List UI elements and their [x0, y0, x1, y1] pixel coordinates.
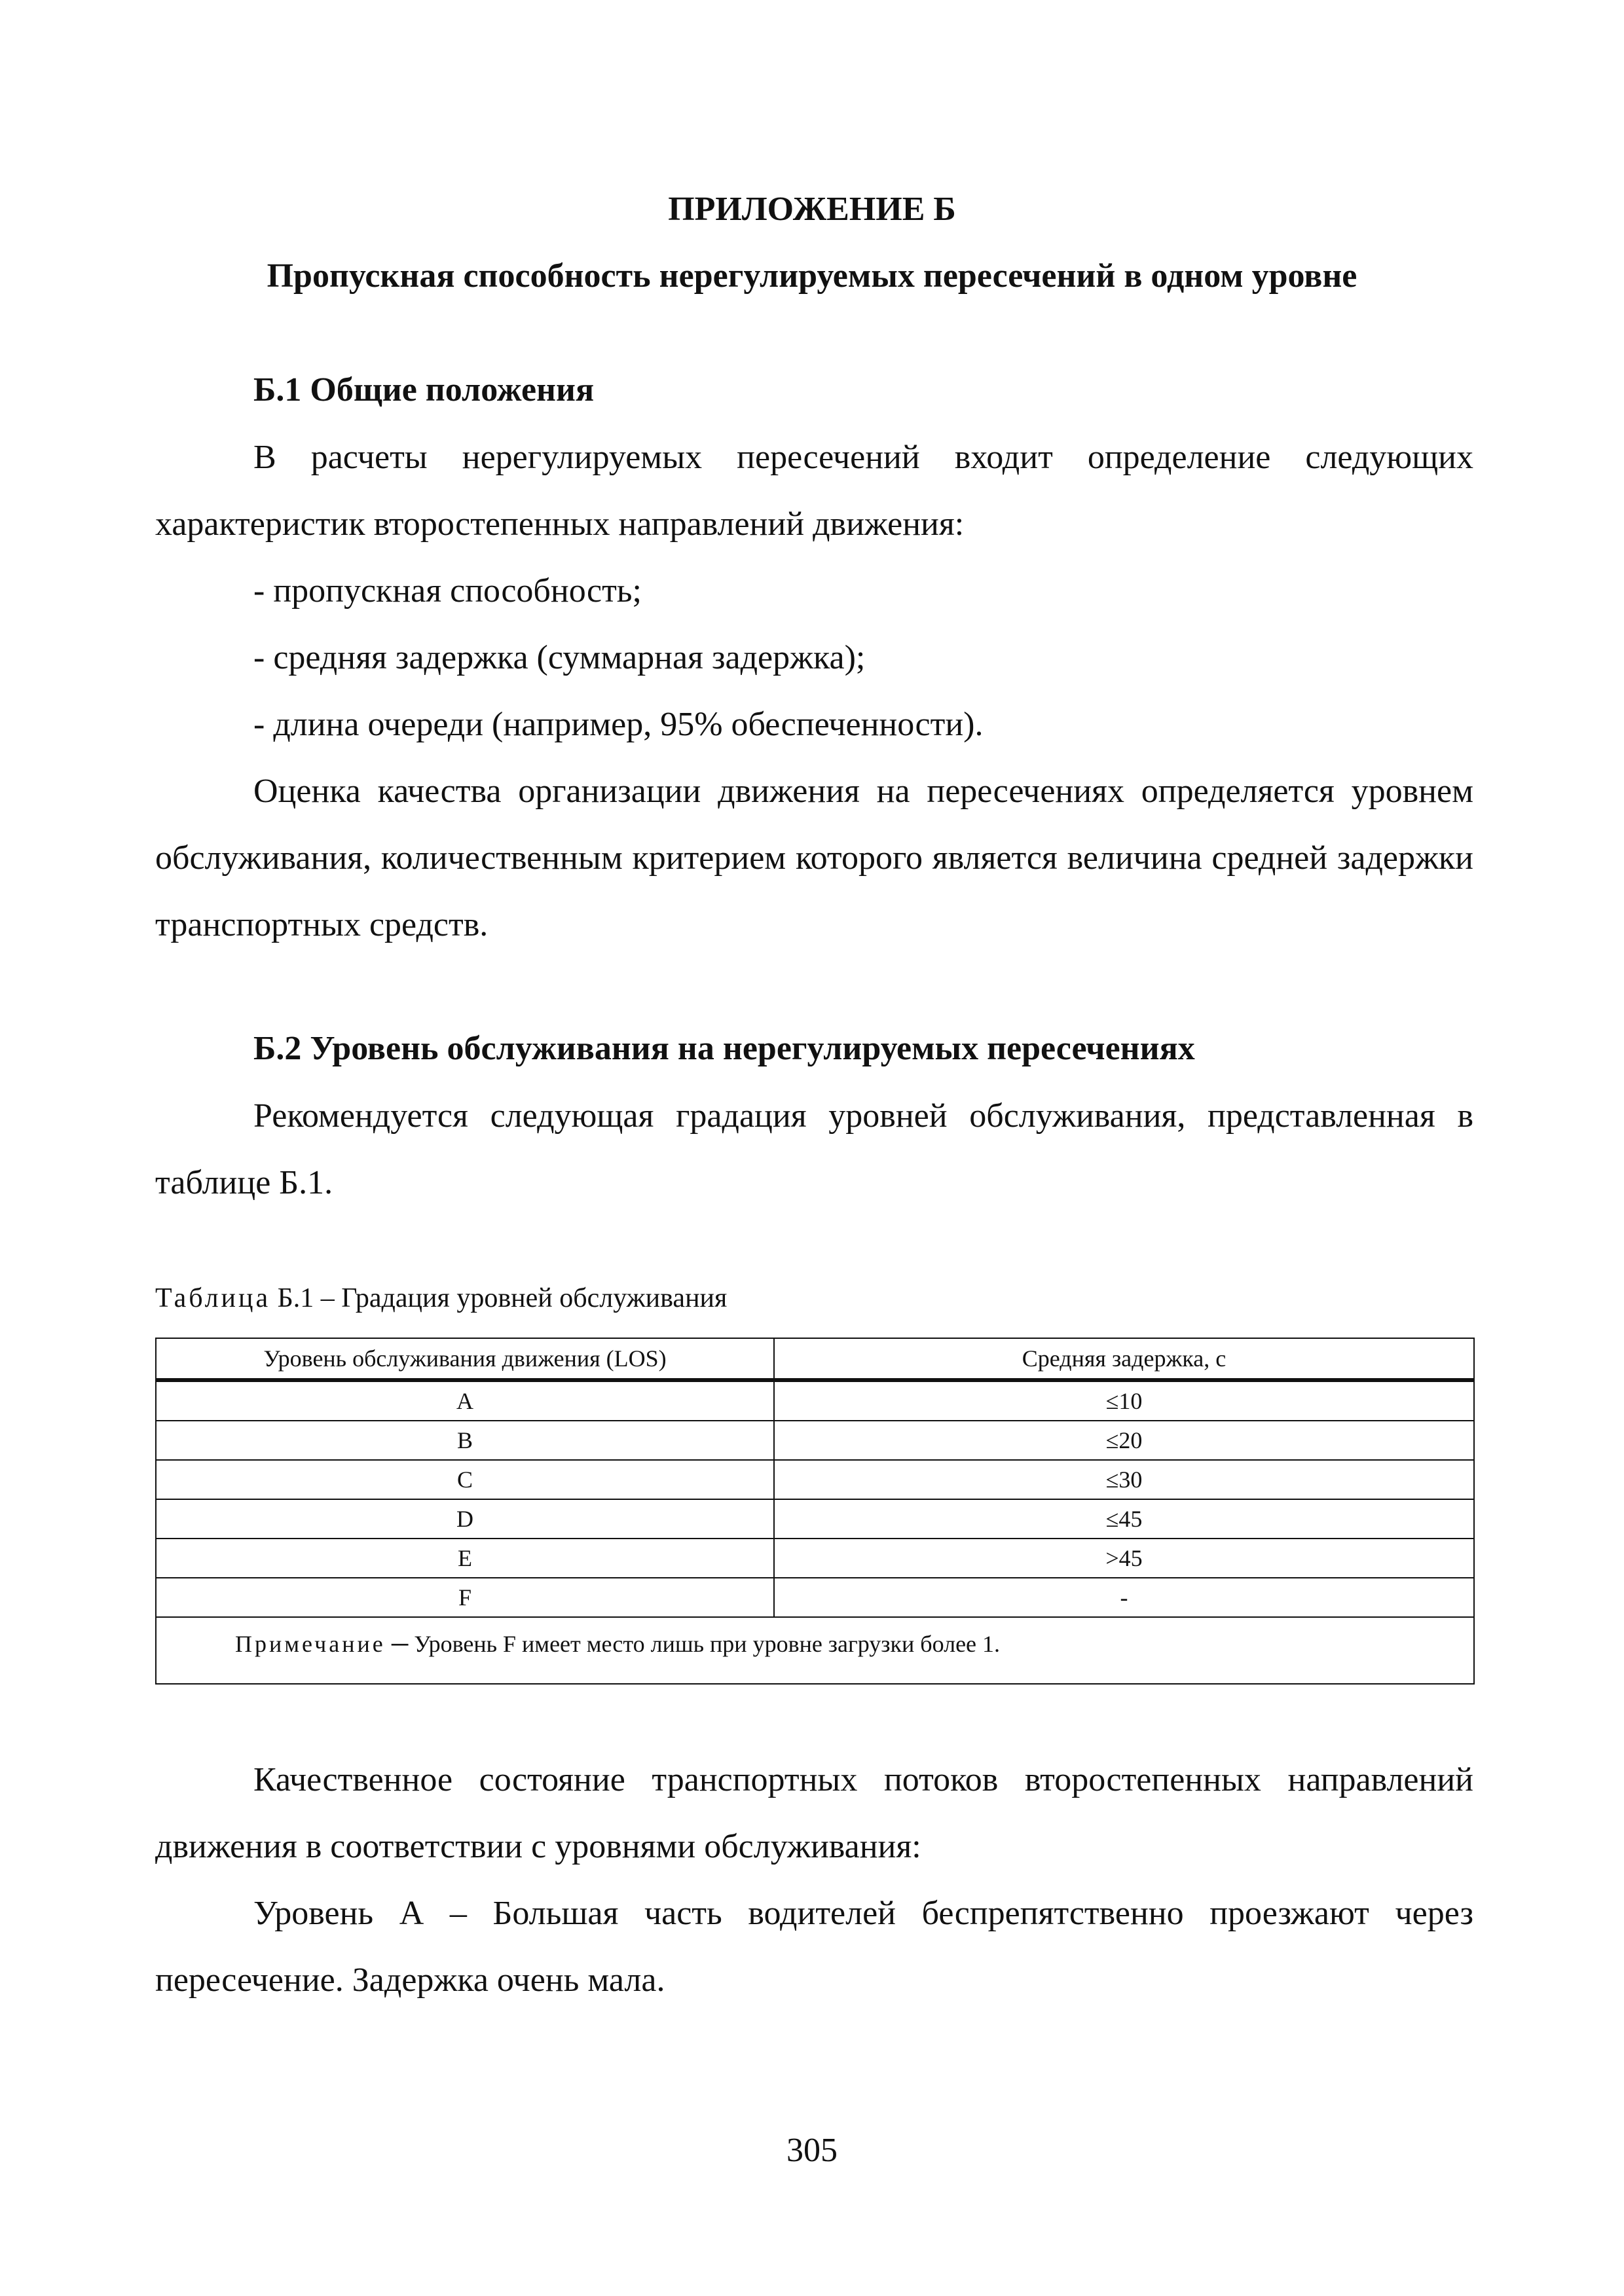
table-row	[156, 1380, 1474, 1421]
table-row	[156, 1539, 1474, 1578]
section-1-assessment: Оценка качества организации движения на пересечениях определяется уровнем обслуживания, количественным критерием которого является величина средней задержки транспортных средств.	[155, 773, 1473, 943]
delay-cell: -	[774, 1578, 1474, 1617]
after-table-paragraph-2: Уровень А – Большая часть водителей беспрепятственно проезжают через пересечение. Задержка очень мала.	[155, 1895, 1473, 1999]
los-cell: E	[156, 1539, 774, 1578]
table-caption-label: Таблица	[155, 1283, 271, 1313]
list-item-capacity: - пропускная способность;	[253, 572, 642, 610]
section-1-intro: В расчеты нерегулируемых пересечений входит определение следующих характеристик второстепенных направлений движения:	[155, 439, 1473, 543]
table-note-label: Примечание	[235, 1631, 386, 1657]
table-row	[156, 1460, 1474, 1499]
after-table-paragraph-1: Качественное состояние транспортных потоков второстепенных направлений движения в соответствии с уровнями обслуживания:	[155, 1761, 1473, 1865]
los-cell: B	[156, 1421, 774, 1460]
los-cell: C	[156, 1460, 774, 1499]
los-table	[155, 1338, 1475, 1685]
table-caption-text: Б.1 – Градация уровней обслуживания	[277, 1283, 728, 1313]
table-row	[156, 1578, 1474, 1617]
section-1-heading: Б.1 Общие положения	[253, 371, 595, 409]
table-header-row	[156, 1338, 1474, 1380]
los-cell: D	[156, 1499, 774, 1539]
table-row	[156, 1421, 1474, 1460]
table-note-row	[156, 1617, 1474, 1684]
delay-cell: ≤20	[774, 1421, 1474, 1460]
delay-cell: >45	[774, 1539, 1474, 1578]
list-item-queue-length: - длина очереди (например, 95% обеспеченности).	[253, 706, 984, 743]
delay-cell: ≤30	[774, 1460, 1474, 1499]
table-row	[156, 1499, 1474, 1539]
header-los: Уровень обслуживания движения (LOS)	[156, 1338, 774, 1380]
appendix-subtitle: Пропускная способность нерегулируемых пересечений в одном уровне	[267, 257, 1357, 295]
los-cell: F	[156, 1578, 774, 1617]
los-cell: A	[156, 1380, 774, 1421]
table-note-text: ─ Уровень F имеет место лишь при уровне загрузки более 1.	[385, 1631, 1001, 1657]
header-delay: Средняя задержка, с	[774, 1338, 1474, 1380]
delay-cell: ≤45	[774, 1499, 1474, 1539]
section-2-heading: Б.2 Уровень обслуживания на нерегулируемых пересечениях	[253, 1030, 1195, 1067]
table-note	[156, 1617, 1474, 1684]
table-caption	[155, 1282, 727, 1315]
page-number: 305	[786, 2132, 838, 2169]
section-2-intro: Рекомендуется следующая градация уровней обслуживания, представленная в таблице Б.1.	[155, 1097, 1473, 1201]
delay-cell: ≤10	[774, 1380, 1474, 1421]
appendix-title: ПРИЛОЖЕНИЕ Б	[668, 191, 956, 228]
list-item-delay: - средняя задержка (суммарная задержка);	[253, 639, 866, 676]
